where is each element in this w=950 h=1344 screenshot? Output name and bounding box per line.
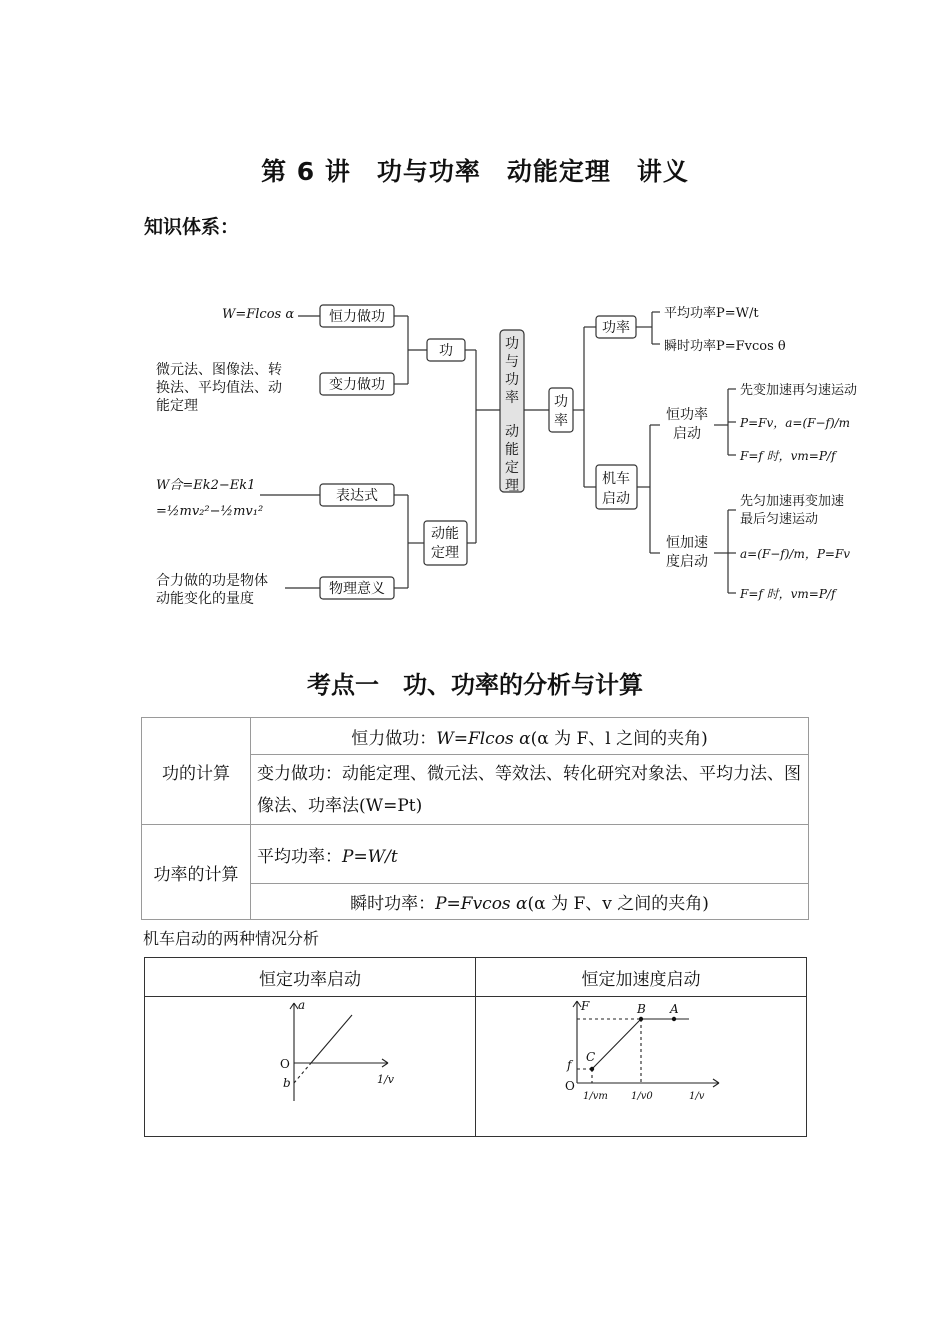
graph2-x-label: 1/v: [689, 1091, 705, 1102]
expression-node: 表达式: [336, 488, 378, 504]
const-acc-start-line2: 度启动: [666, 554, 708, 570]
var-methods-line2: 换法、平均值法、动: [156, 380, 282, 396]
const-acc-start-line1: 恒加速: [666, 535, 708, 551]
center-char-7: 定: [505, 460, 519, 476]
graph2-b-label: B: [637, 1002, 646, 1016]
meaning-line1: 合力做的功是物体: [156, 573, 268, 589]
knowledge-system-label: 知识体系：: [144, 216, 240, 238]
const-acc-col-head: 恒定加速度启动: [476, 958, 807, 997]
cp-step3: F=f 时，vm=P/f: [740, 449, 836, 463]
graph2-x2-label: 1/v0: [631, 1091, 653, 1102]
avg-power-formula: P=W/t: [342, 846, 398, 867]
const-acc-graph-cell: [476, 997, 807, 1137]
var-force-node: 变力做功: [329, 377, 385, 393]
const-work-formula: W=Flcos α: [222, 307, 295, 322]
ca-step3: F=f 时，vm=P/f: [740, 587, 836, 601]
work-power-table: [141, 717, 809, 920]
graph1-x-label: 1/v: [377, 1073, 394, 1086]
graph2-x1-label: 1/vm: [583, 1091, 608, 1102]
ca-step1-line2: 最后匀速运动: [740, 512, 819, 527]
var-work-cell: 变力做功：动能定理、微元法、等效法、转化研究对象法、平均力法、图像法、功率法(W=Pt): [251, 755, 809, 825]
cp-step1: 先变加速再匀速运动: [740, 383, 858, 398]
const-power-graph-cell: [145, 997, 476, 1137]
inst-power-label: 瞬时功率：: [350, 894, 436, 914]
center-char-8: 理: [505, 478, 519, 494]
graph2-c-label: C: [586, 1050, 596, 1064]
var-methods-line1: 微元法、图像法、转: [156, 362, 282, 378]
work-node: 功: [439, 343, 453, 359]
graph2-y-label: F: [581, 999, 590, 1013]
center-char-3: 功: [505, 372, 519, 388]
a-line-extension: [294, 1063, 311, 1083]
vehicle-start-table: [144, 957, 807, 1137]
inst-power-cell: [251, 884, 809, 920]
expr-line1: W合=Ek2−Ek1: [156, 478, 256, 493]
a-vs-inverse-v-graph: [230, 998, 394, 1109]
const-work-label: 恒力做功：: [351, 728, 437, 749]
const-force-node: 恒力做功: [329, 309, 385, 325]
meaning-line2: 动能变化的量度: [156, 591, 254, 607]
const-power-col-head: 恒定功率启动: [145, 958, 476, 997]
f-vs-inverse-v-graph: [561, 999, 721, 1109]
var-methods-line3: 能定理: [156, 398, 198, 414]
vehicle-start-caption: 机车启动的两种情况分析: [143, 929, 320, 948]
graph2-origin: O: [565, 1079, 575, 1093]
vehicle-start-line1: 机车: [602, 471, 630, 487]
ke-theorem-node-line2: 定理: [431, 545, 459, 561]
power-calc-head: 功率的计算: [142, 825, 251, 920]
const-power-start-line1: 恒功率: [666, 407, 708, 423]
graph2-f-label: f: [567, 1058, 572, 1072]
avg-power-text: 平均功率P=W/t: [664, 306, 759, 321]
vehicle-start-line2: 启动: [602, 491, 630, 507]
knowledge-mindmap: [140, 285, 900, 630]
physical-meaning-node: 物理意义: [329, 581, 385, 597]
cp-step2: P=Fv，a=(F−f)/m: [740, 416, 851, 430]
avg-power-label: 平均功率：: [257, 846, 342, 867]
point-a: [672, 1017, 676, 1021]
inst-power-formula: P=Fvcos α: [435, 894, 528, 914]
section1-title: 考点一 功、功率的分析与计算: [307, 671, 643, 699]
point-c: [590, 1067, 594, 1071]
inst-power-note: (α 为 F、v 之间的夹角): [527, 894, 709, 914]
const-work-formula-text: W=Flcos α: [436, 728, 531, 749]
inst-power-text: 瞬时功率P=Fvcos θ: [664, 339, 786, 354]
point-b: [639, 1017, 643, 1021]
cb-segment: [592, 1019, 641, 1069]
power-node-line2: 率: [554, 413, 568, 429]
expr-line2: =½mv₂²−½mv₁²: [156, 504, 264, 519]
a-line: [311, 1015, 352, 1063]
work-calc-head: 功的计算: [142, 718, 251, 825]
const-work-cell: [251, 718, 809, 755]
graph2-a-label: A: [670, 1002, 679, 1016]
page-title: 第 6 讲 功与功率 动能定理 讲义: [261, 157, 689, 186]
ke-theorem-node-line1: 动能: [431, 526, 459, 542]
power-node-line1: 功: [554, 394, 568, 410]
center-char-2: 与: [505, 354, 519, 370]
avg-power-cell: [251, 825, 809, 884]
graph1-intercept-label: b: [283, 1076, 291, 1090]
center-char-6: 能: [505, 442, 519, 458]
ca-step2: a=(F−f)/m，P=Fv: [740, 547, 851, 561]
center-char-4: 率: [505, 390, 519, 406]
graph1-y-label: a: [298, 998, 306, 1012]
graph1-origin: O: [280, 1057, 290, 1071]
ca-step1-line1: 先匀加速再变加速: [740, 494, 845, 509]
const-work-note: (α 为 F、l 之间的夹角): [530, 728, 708, 749]
center-char-5: 动: [505, 424, 519, 440]
const-power-start-line2: 启动: [673, 426, 701, 442]
power-sub-node: 功率: [602, 320, 630, 336]
center-char-1: 功: [505, 336, 519, 352]
